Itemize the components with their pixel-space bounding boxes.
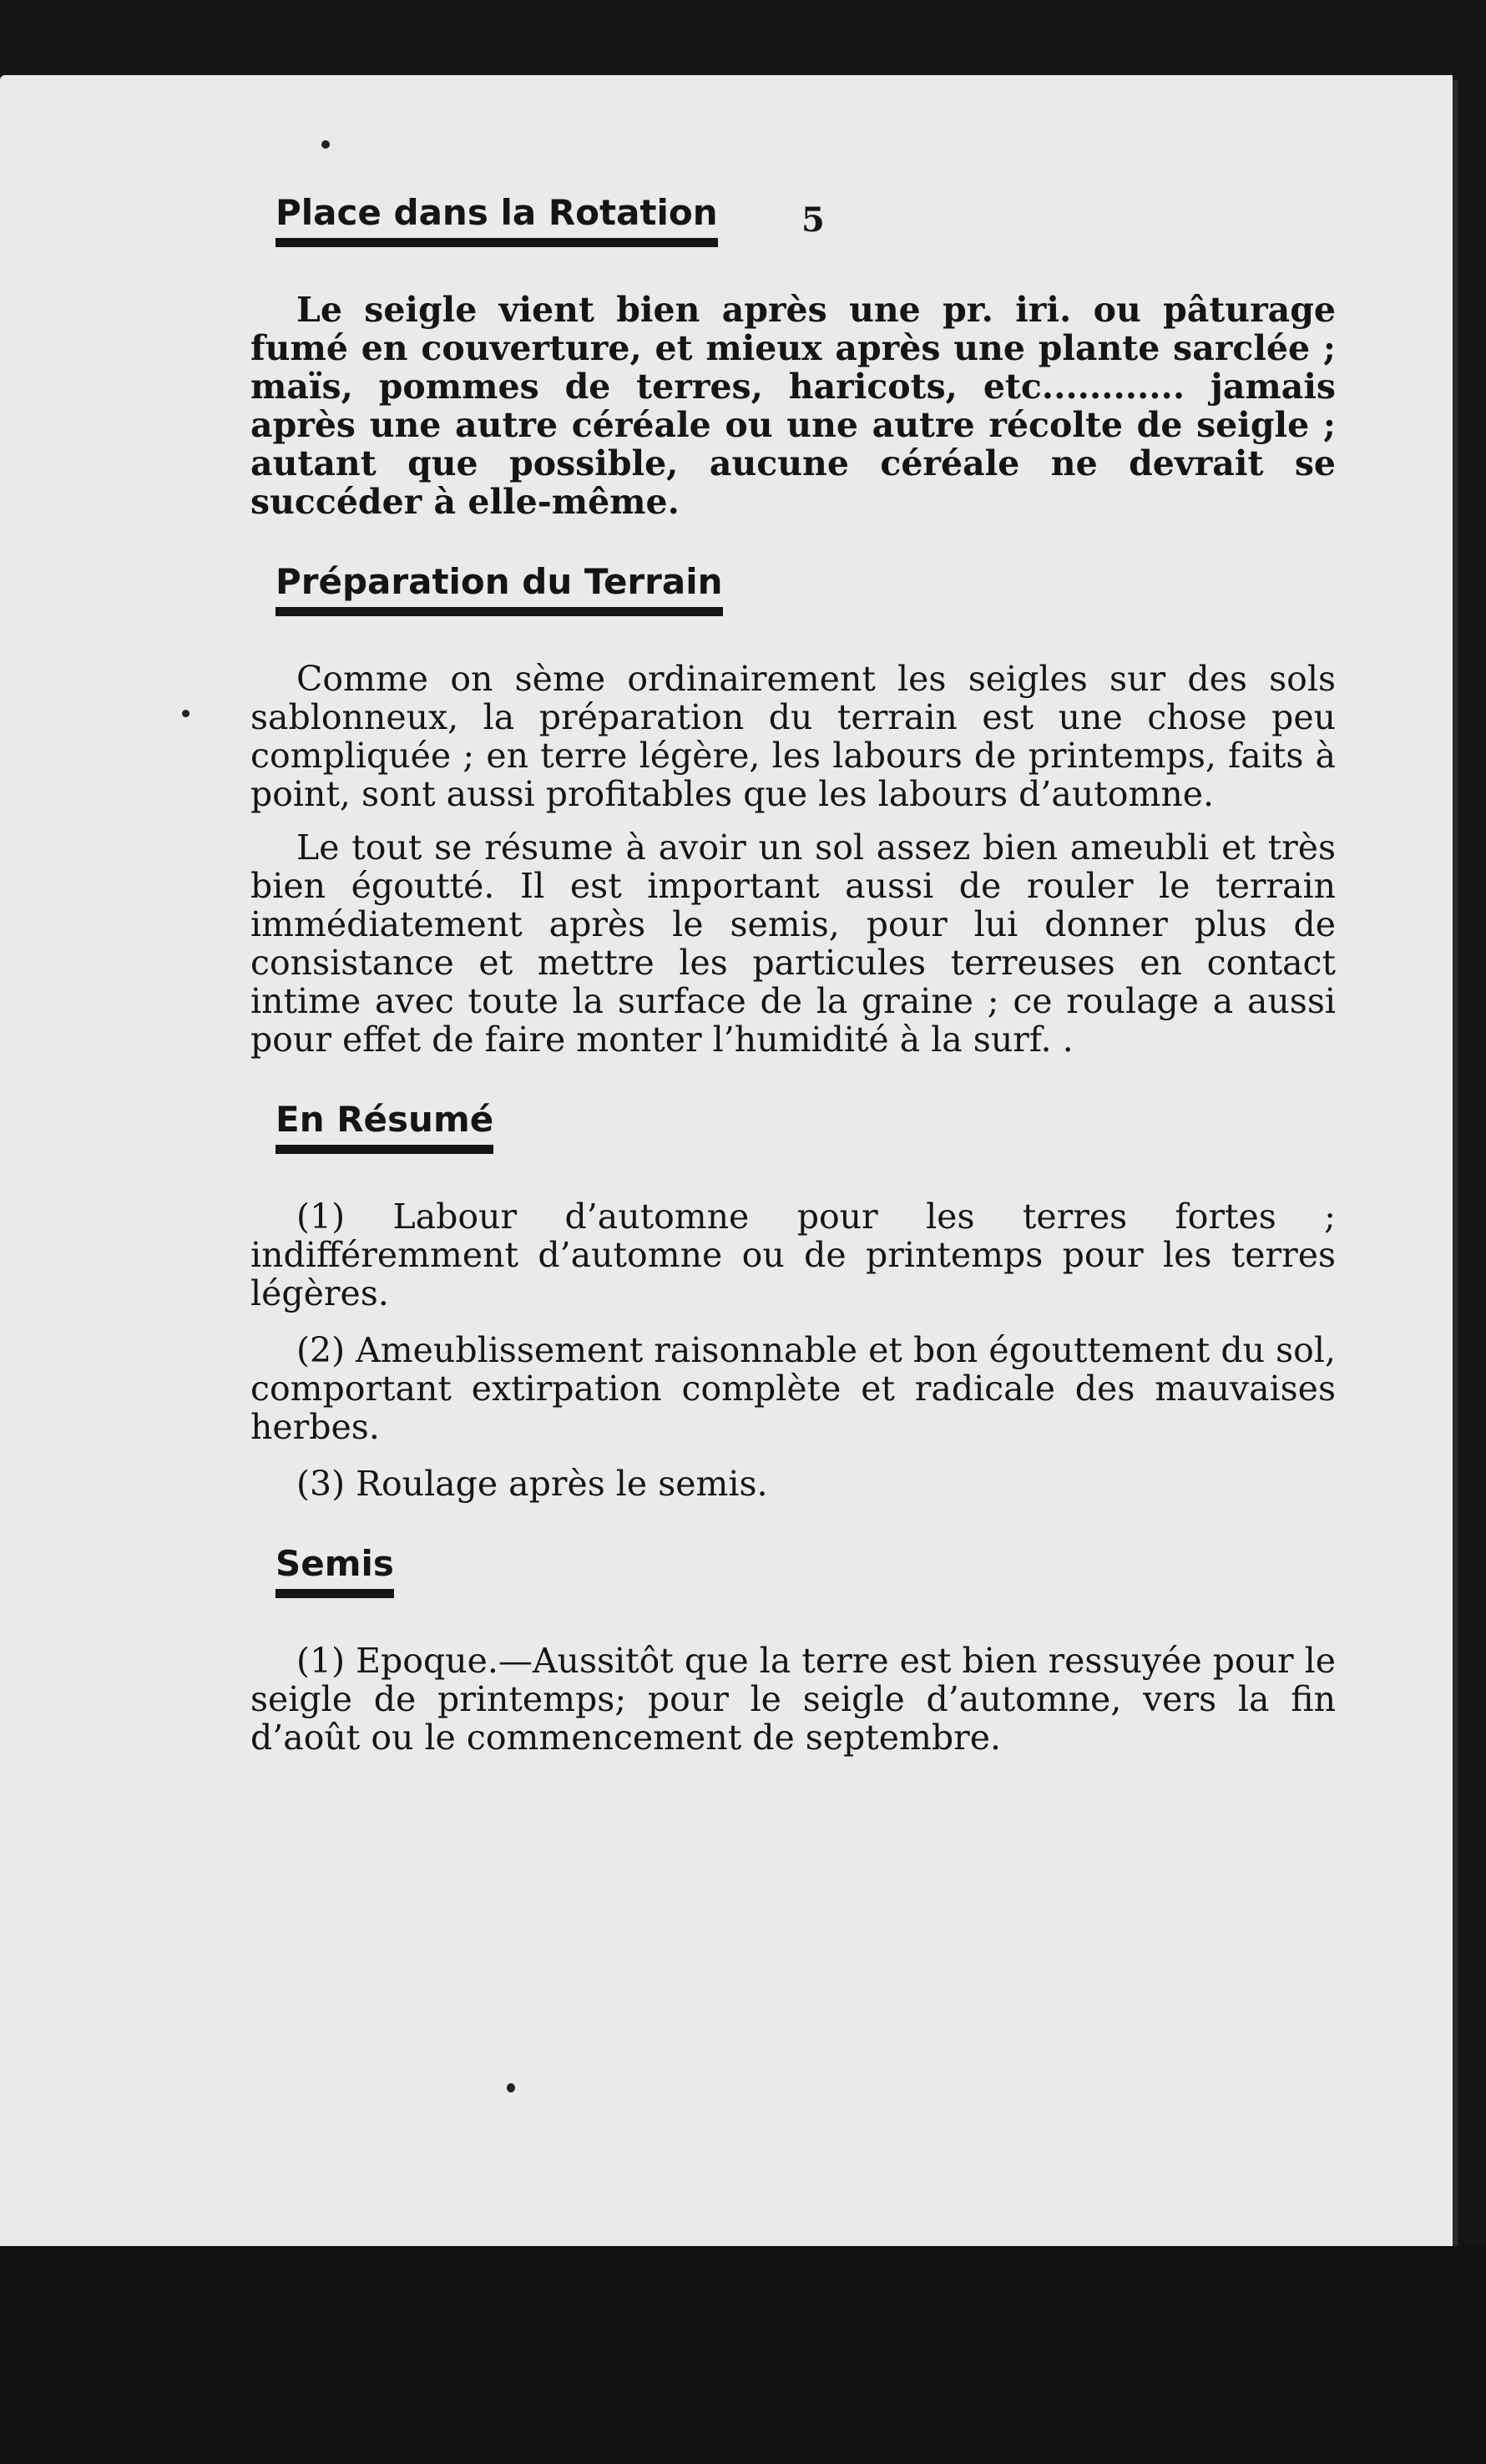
- list-item: (1) Labour d’automne pour les terres fortes ; indifféremment d’automne ou de printemps pour les terres légères.: [250, 1197, 1336, 1313]
- section-heading: Préparation du Terrain: [275, 561, 723, 616]
- section-terrain: [250, 561, 1336, 1059]
- section-heading: Semis: [275, 1543, 394, 1598]
- list-item: (2) Ameublissement raisonnable et bon égouttement du sol, comportant extirpation complète et radicale des mauvaises herbes.: [250, 1330, 1336, 1447]
- scan-speck: [182, 710, 190, 717]
- page-number: 5: [801, 200, 825, 240]
- list-item: (1) Epoque.—Aussitôt que la terre est bien ressuyée pour le seigle de printemps; pour le seigle d’automne, vers la fin d’août ou le commencement de septembre.: [250, 1641, 1336, 1758]
- section-resume: [250, 1099, 1336, 1503]
- body-paragraph: Le tout se résume à avoir un sol assez bien ameubli et très bien égoutté. Il est important aussi de rouler le terrain immédiatement après le semis, pour lui donner plus de consistance et mettre les particules terreuses en contact intime avec toute la surface de la graine ; ce roulage a aussi pour effet de faire monter l’humidité à la surf. .: [250, 827, 1336, 1060]
- document-body: [250, 192, 1336, 1797]
- scan-background: [0, 2246, 1486, 2464]
- body-paragraph: Le seigle vient bien après une pr. iri. ou pâturage fumé en couverture, et mieux après une plante sarclée ; maïs, pommes de terres, haricots, etc............ jamais après une autre céréale ou une autre récolte de seigle ; autant que possible, aucune céréale ne devrait se succéder à elle-même.: [250, 290, 1336, 522]
- list-item: (3) Roulage après le semis.: [296, 1464, 768, 1504]
- section-rotation: [250, 192, 1336, 521]
- body-paragraph: Comme on sème ordinairement les seigles sur des sols sablonneux, la préparation du terrain est une chose peu compliquée ; en terre légère, les labours de printemps, faits à point, sont aussi profitables que les labours d’automne.: [250, 659, 1336, 814]
- section-semis: [250, 1543, 1336, 1757]
- section-heading: En Résumé: [275, 1099, 493, 1154]
- scan-speck: [507, 2083, 515, 2092]
- scan-speck: [321, 140, 330, 149]
- section-heading: Place dans la Rotation: [275, 192, 718, 247]
